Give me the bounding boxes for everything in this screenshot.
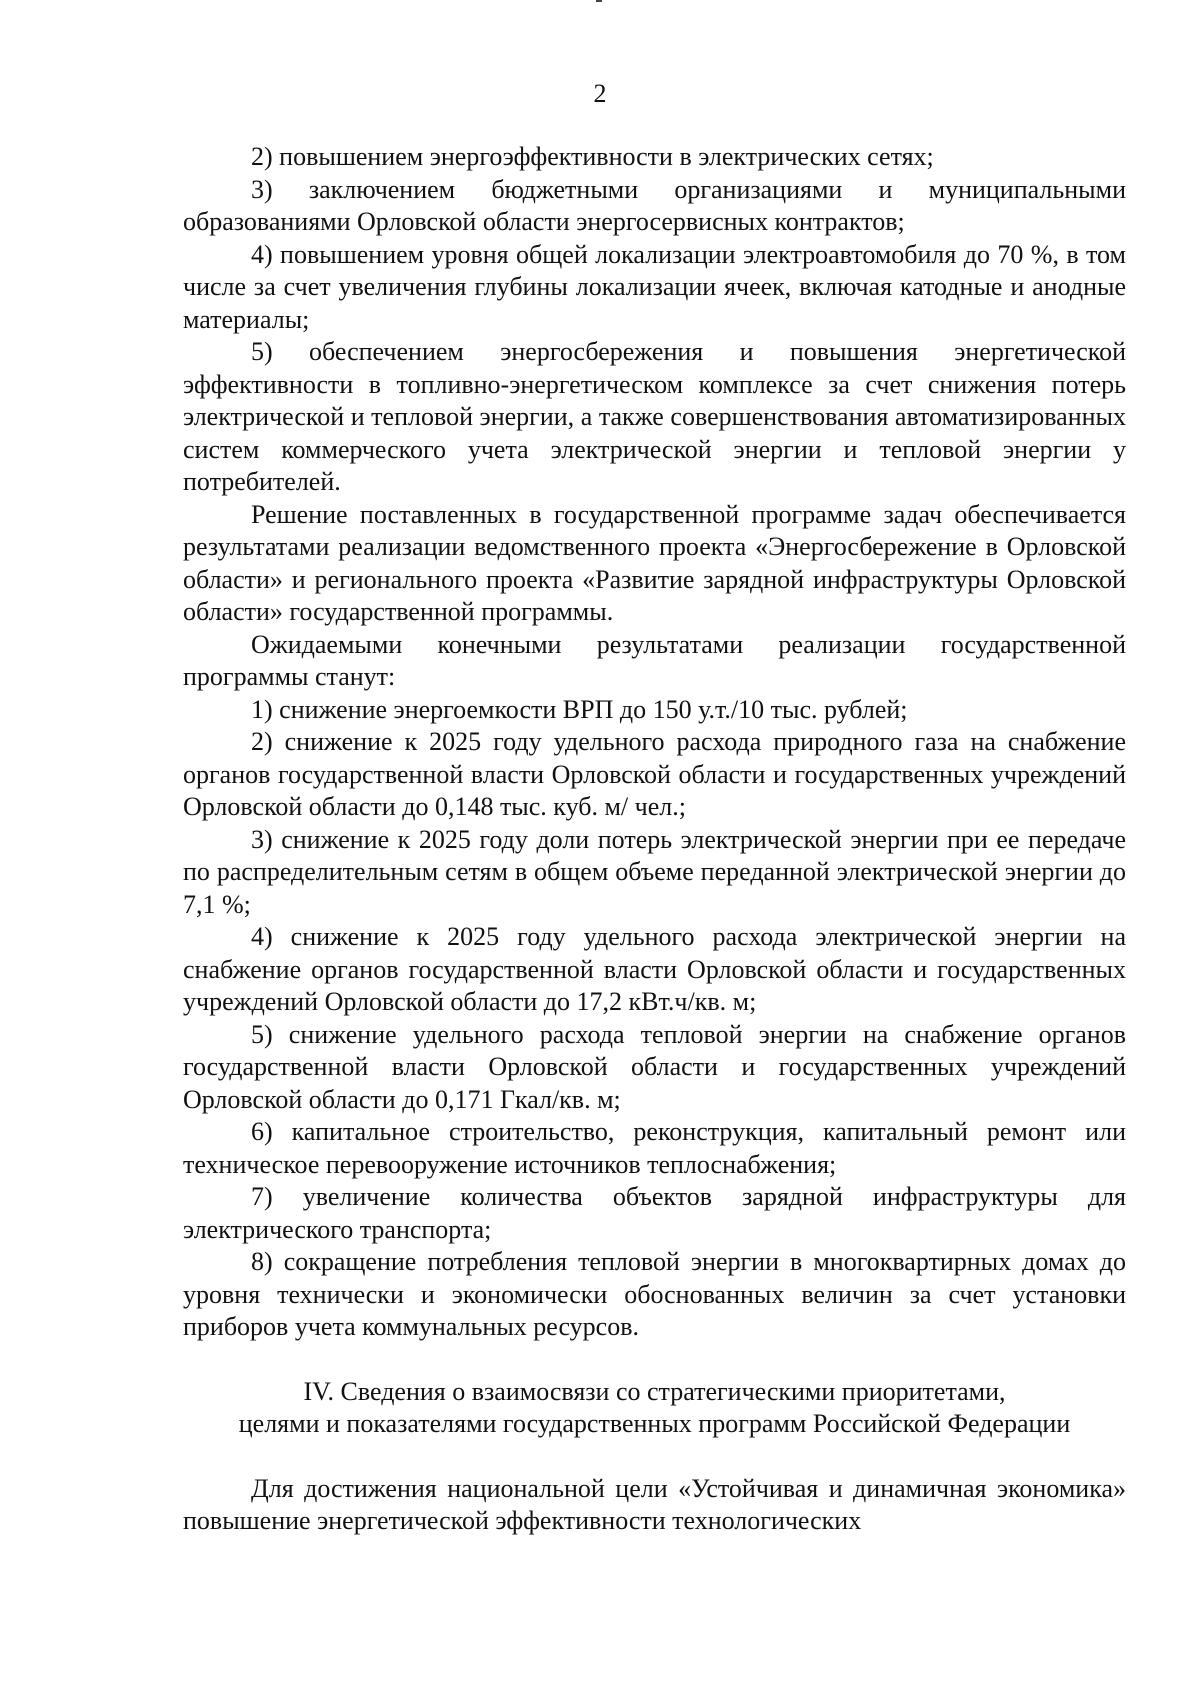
- paragraph-item-2-energy-efficiency-networks: 2) повышением энергоэффективности в электрических сетях;: [251, 142, 934, 171]
- result-item-8-apartment-heat-reduction: 8) сокращение потребления тепловой энергии в многоквартирных домах до уровня технически и экономически обоснованных величин за счет установки приборов учета коммунальных ресурсов.: [183, 1247, 1126, 1341]
- paragraph-item-5-fuel-energy-complex: 5) обеспечением энергосбережения и повышения энергетической эффективности в топливно-энергетическом комплексе за счет снижения потерь электрической и тепловой энергии, а также совершенствования автоматизированных систем коммерческого учета электрической энергии и тепловой энергии у потребителей.: [183, 337, 1126, 496]
- result-item-3-electricity-losses: 3) снижение к 2025 году доли потерь электрической энергии при ее передаче по распределительным сетям в общем объеме переданной электрической энергии до 7,1 %;: [183, 824, 1126, 919]
- paragraph-expected-results-intro: Ожидаемыми конечными результатами реализации государственной программы станут:: [183, 629, 1126, 691]
- section-heading: [183, 1376, 1126, 1441]
- result-item-2-gas-consumption: 2) снижение к 2025 году удельного расхода природного газа на снабжение органов государственной власти Орловской области и государственных учреждений Орловской области до 0,148 тыс. куб. м/ чел.;: [183, 727, 1126, 821]
- result-item-6-heat-supply-construction: 6) капитальное строительство, реконструкция, капитальный ремонт или техническое перевооружение источников теплоснабжения;: [183, 1117, 1126, 1179]
- paragraph-item-3-energy-service-contracts: 3) заключением бюджетными организациями и муниципальными образованиями Орловской области энергосервисных контрактов;: [183, 174, 1126, 236]
- result-item-1-grp-energy-intensity: 1) снижение энергоемкости ВРП до 150 у.т./10 тыс. рублей;: [251, 694, 908, 724]
- document-body: [183, 141, 1126, 1538]
- result-item-4-electricity-consumption: 4) снижение к 2025 году удельного расхода электрической энергии на снабжение органов государственной власти Орловской области и государственных учреждений Орловской области до 17,2 кВт.ч/кв. м;: [183, 922, 1126, 1016]
- paragraph-solution-projects: Решение поставленных в государственной программе задач обеспечивается результатами реализации ведомственного проекта «Энергосбережение в Орловской области» и регионального проекта «Развитие зарядной инфраструктуры Орловской области» государственной программы.: [183, 499, 1126, 626]
- section-heading-line-2: целями и показателями государственных программ Российской Федерации: [238, 1409, 1071, 1438]
- result-item-7-charging-infrastructure: 7) увеличение количества объектов зарядной инфраструктуры для электрического транспорта;: [183, 1182, 1126, 1244]
- scan-mark: [596, 0, 602, 2]
- paragraph-item-4-ev-localization: 4) повышением уровня общей локализации электроавтомобиля до 70 %, в том числе за счет увеличения глубины локализации ячеек, включая катодные и анодные материалы;: [183, 239, 1126, 334]
- paragraph-national-goal: Для достижения национальной цели «Устойчивая и динамичная экономика» повышение энергетической эффективности технологических: [183, 1473, 1126, 1535]
- section-heading-line-1: IV. Сведения о взаимосвязи со стратегическими приоритетами,: [303, 1376, 1006, 1406]
- page-number: 2: [593, 79, 607, 108]
- result-item-5-heat-consumption: 5) снижение удельного расхода тепловой энергии на снабжение органов государственной власти Орловской области и государственных учреждений Орловской области до 0,171 Гкал/кв. м;: [183, 1019, 1126, 1114]
